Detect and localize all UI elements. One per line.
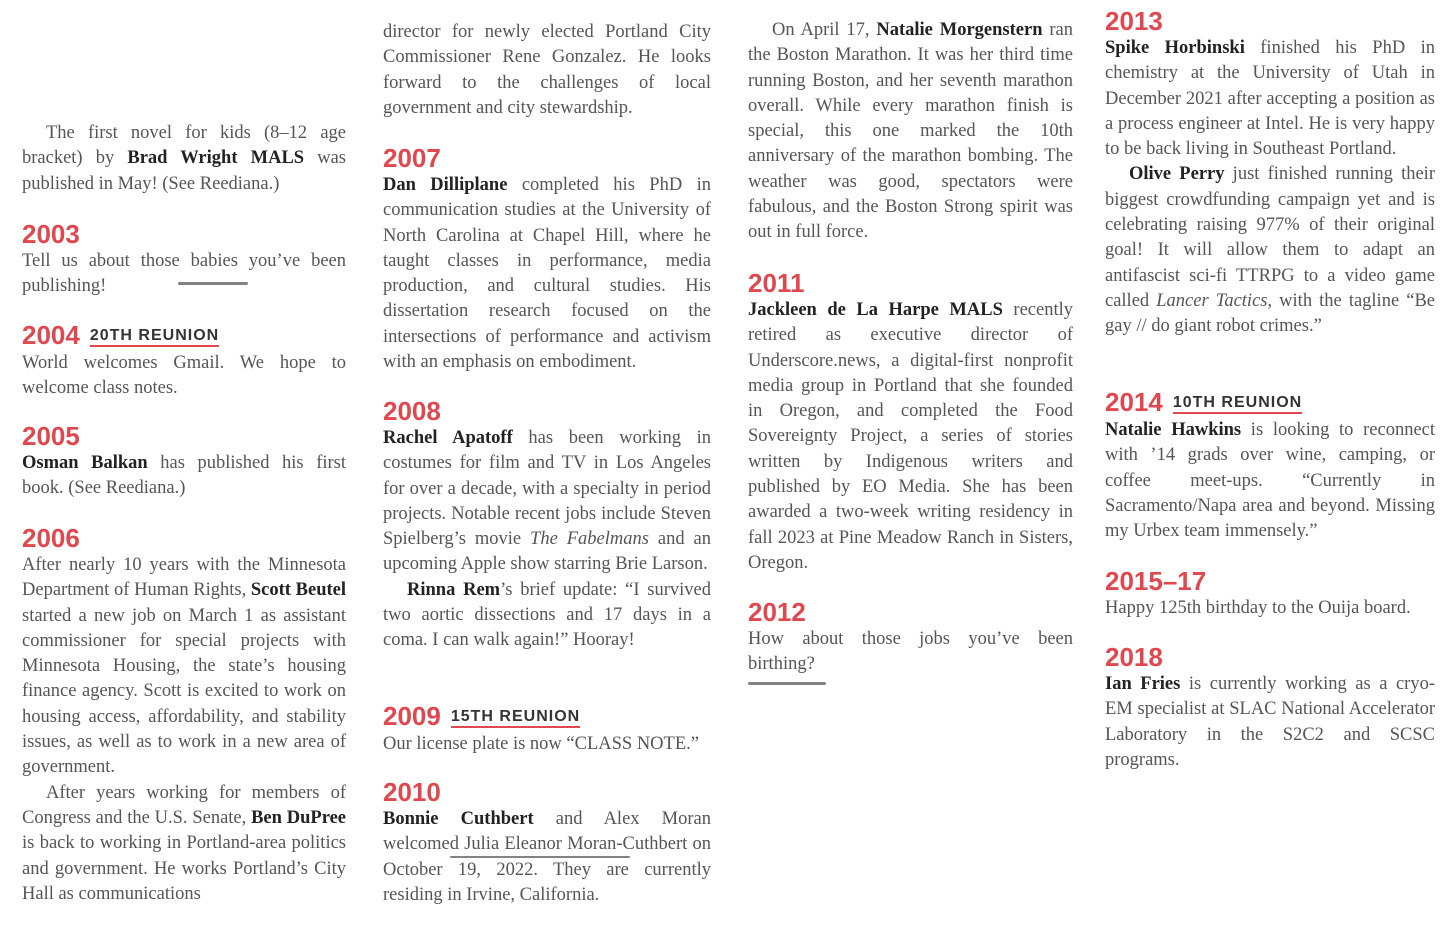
person-name: Natalie Hawkins	[1105, 420, 1242, 440]
note-text: After nearly 10 years with the Minnesota Department of Human Rights, Scott Beutel started a new job on March 1 as assistant commissioner for special projects with Minnesota Housing, the state’s housing finance agency. Scott is excited to work on housing access, affordability, and stability issues, as well as to work in a new area of government.	[22, 555, 346, 778]
note-text: After years working for members of Congress and the U.S. Senate, Ben DuPree is back to working in Portland-area politics and government. He works Portland’s City Hall as communications	[22, 782, 346, 904]
year-section-2015-17	[1105, 566, 1435, 621]
year-section-2012	[748, 597, 1073, 678]
person-name: Spike Horbinski	[1105, 38, 1245, 58]
game-title: Lancer Tactics	[1156, 290, 1268, 311]
note-text: Olive Perry just finished running their biggest crowdfunding campaign yet and is celebrating raising 977% of their original goal! It will allow them to adapt an antifascist sci-fi TTRPG to a video game called Lancer Tactics, with the tagline “Be gay // do giant robot crimes.”	[1105, 164, 1435, 337]
ink-smudge	[178, 282, 248, 285]
reunion-label: 10TH REUNION	[1173, 394, 1302, 414]
person-name: Osman Balkan	[22, 453, 148, 473]
year-section-2003	[22, 219, 346, 300]
year-heading: 2013	[1105, 6, 1163, 36]
reunion-label: 15TH REUNION	[451, 708, 580, 728]
note-text: Tell us about those babies you’ve been publishing!	[22, 251, 346, 297]
note-continuation	[383, 20, 711, 121]
year-heading: 2007	[383, 143, 441, 173]
year-heading: 2010	[383, 777, 441, 807]
year-section-2006	[22, 523, 346, 907]
reunion-label: 20TH REUNION	[90, 327, 219, 347]
year-section-2005	[22, 421, 346, 502]
year-section-2013	[1105, 6, 1435, 340]
year-heading: 2005	[22, 421, 80, 451]
year-heading: 2004	[22, 320, 80, 350]
note-text: Rachel Apatoff has been working in costumes for film and TV in Los Angeles for over a decade, with a specialty in period projects. Notable recent jobs include Steven Spielberg’s movie The Fabelmans and an upcoming Apple show starring Brie Larson.	[383, 428, 711, 575]
year-heading: 2018	[1105, 642, 1163, 672]
note-text: director for newly elected Portland City Commissioner Rene Gonzalez. He looks forward to the challenges of local government and city stewardship.	[383, 22, 711, 118]
year-section-2008	[383, 396, 711, 654]
note-text: Natalie Hawkins is looking to reconnect with ’14 grads over wine, camping, or coffee meet-ups. “Currently in Sacramento/Napa area and beyond. Missing my Urbex team immensely.”	[1105, 420, 1436, 542]
person-name: Scott Beutel	[250, 580, 346, 601]
note-text: How about those jobs you’ve been birthing?	[748, 629, 1073, 675]
note-text: Spike Horbinski finished his PhD in chemistry at the University of Utah in December 2021 after accepting a position as a process engineer at Intel. He is very happy to be back living in Southeast Portland.	[1105, 38, 1435, 160]
person-name: Rachel Apatoff	[383, 428, 513, 448]
year-section-2007	[383, 143, 711, 375]
year-heading: 2009	[383, 701, 441, 731]
year-heading: 2006	[22, 523, 80, 553]
year-heading: 2012	[748, 597, 806, 627]
note-text: Happy 125th birthday to the Ouija board.	[1105, 598, 1411, 618]
ink-smudge	[748, 682, 826, 685]
note-text: Ian Fries is currently working as a cryo-EM specialist at SLAC National Accelerator Laboratory in the S2C2 and SCSC programs.	[1105, 674, 1435, 770]
person-name: Rinna Rem	[407, 579, 501, 600]
note-text: Osman Balkan has published his first book. (See Reediana.)	[22, 453, 346, 499]
note-text: Rinna Rem’s brief update: “I survived two aortic dissections and 17 days in a coma. I can walk again!” Hooray!	[383, 579, 712, 651]
note-text: Our license plate is now “CLASS NOTE.”	[383, 734, 699, 754]
year-heading: 2015–17	[1105, 566, 1207, 596]
note-text: The first novel for kids (8–12 age bracket) by Brad Wright MALS was published in May! (See Reediana.)	[22, 123, 346, 194]
note-text: Bonnie Cuthbert and Alex Moran welcomed Julia Eleanor Moran-Cuthbert on October 19, 2022. They are currently residing in Irvine, California.	[383, 809, 711, 905]
year-heading: 2011	[748, 268, 805, 298]
year-section-2009	[383, 701, 711, 757]
person-name: Jackleen de La Harpe MALS	[748, 300, 1003, 320]
year-section-2014	[1105, 387, 1435, 544]
person-name: Natalie Morgenstern	[876, 20, 1043, 40]
year-section-2010	[383, 777, 711, 908]
year-section-2018	[1105, 642, 1435, 773]
person-name: Olive Perry	[1129, 164, 1225, 185]
person-name: Brad Wright MALS	[127, 148, 305, 169]
note-text: On April 17, Natalie Morgenstern ran the Boston Marathon. It was her third time running Boston, and her seventh marathon overall. While every marathon finish is special, this one marked the 10th anniversary of the marathon bombing. The weather was good, spectators were fabulous, and the Boston Strong spirit was out in full force.	[748, 20, 1073, 243]
year-heading: 2008	[383, 396, 441, 426]
person-name: Dan Dilliplane	[383, 175, 508, 195]
year-section-2004	[22, 320, 346, 402]
year-section-2011	[748, 268, 1073, 576]
note-text: World welcomes Gmail. We hope to welcome class notes.	[22, 353, 346, 399]
film-title: The Fabelmans	[530, 529, 649, 550]
note-text: Jackleen de La Harpe MALS recently retired as executive director of Underscore.news, a digital-first nonprofit media group in Portland that she founded in Oregon, and completed the Food Sovereignty Project, a series of stories written by Indigenous writers and published by EO Media. She has been awarded a two-week writing residency in fall 2023 at Pine Meadow Ranch in Sisters, Oregon.	[748, 300, 1073, 573]
ink-smudge	[450, 856, 630, 858]
person-name: Ian Fries	[1105, 674, 1181, 694]
note-text: Dan Dilliplane completed his PhD in communication studies at the University of North Carolina at Chapel Hill, where he taught classes in performance, media production, and cultural studies. His dissertation research focused on the intersections of performance and activism with an emphasis on embodiment.	[383, 175, 712, 373]
year-heading: 2003	[22, 219, 80, 249]
note-brad-wright	[22, 121, 346, 197]
person-name: Bonnie Cuthbert	[383, 809, 534, 829]
year-heading: 2014	[1105, 387, 1163, 417]
person-name: Ben DuPree	[251, 807, 346, 828]
note-natalie-morgenstern	[748, 18, 1073, 246]
